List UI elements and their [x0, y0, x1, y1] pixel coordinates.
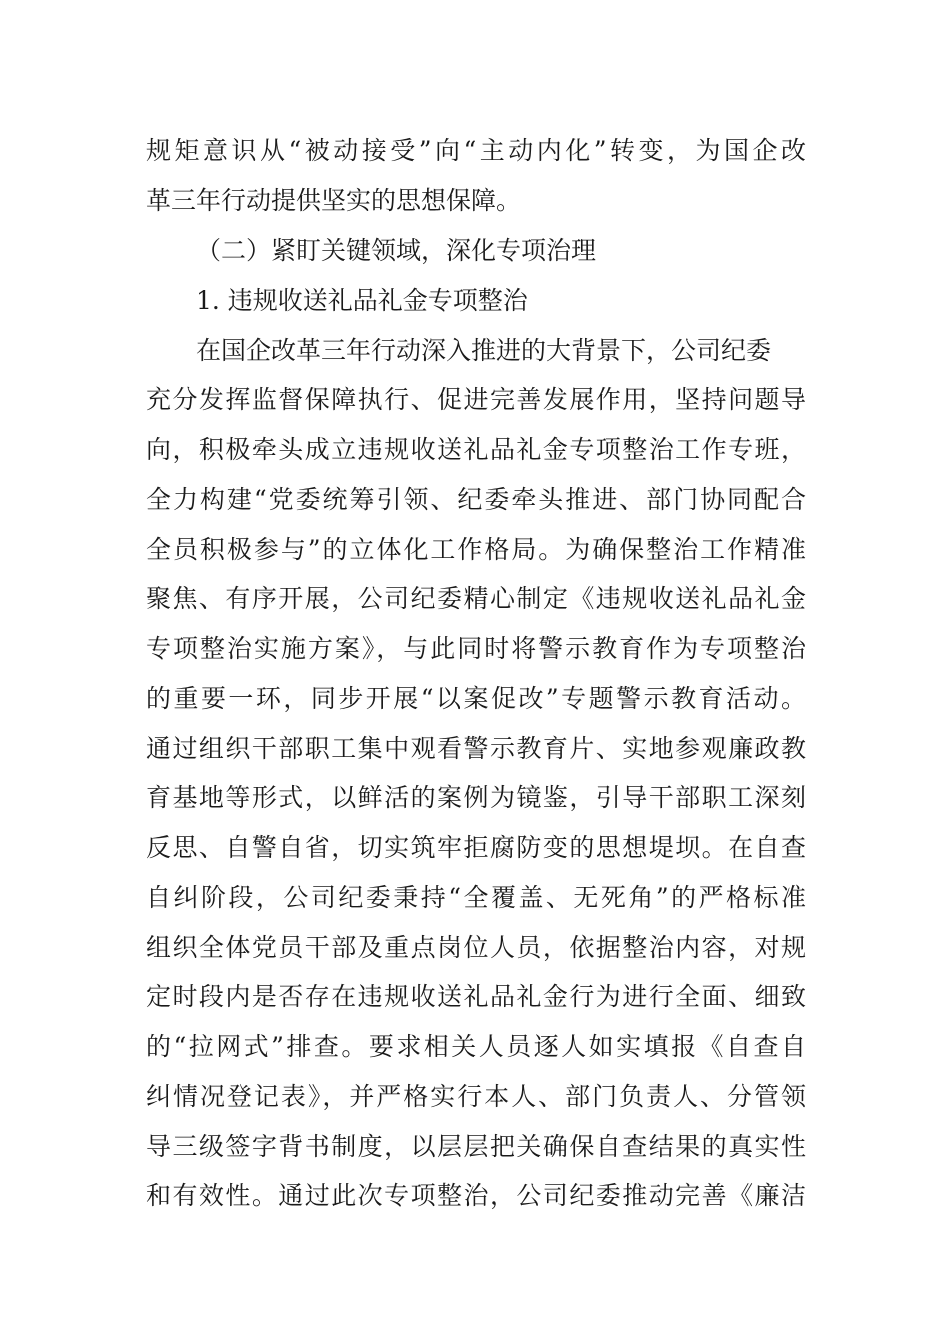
paragraph-line: 导三级签字背书制度，以层层把关确保自查结果的真实性 [146, 1132, 806, 1161]
paragraph-line: 育基地等形式，以鲜活的案例为镜鉴，引导干部职工深刻 [146, 783, 806, 812]
paragraph-line: 全力构建“党委统筹引领、纪委牵头推进、部门协同配合 [146, 485, 806, 514]
subsection-heading: 1. 违规收送礼品礼金专项整治 [196, 286, 528, 315]
paragraph-line: 在国企改革三年行动深入推进的大背景下，公司纪委 [196, 336, 772, 365]
paragraph-line: 的重要一环，同步开展“以案促改”专题警示教育活动。 [146, 684, 806, 713]
paragraph-line: 自纠阶段，公司纪委秉持“全覆盖、无死角”的严格标准 [146, 883, 806, 912]
paragraph-line: 规矩意识从“被动接受”向“主动内化”转变，为国企改 [146, 136, 806, 165]
paragraph-line: 和有效性。通过此次专项整治，公司纪委推动完善《廉洁 [146, 1181, 806, 1210]
paragraph-line: 定时段内是否存在违规收送礼品礼金行为进行全面、细致 [146, 982, 806, 1011]
paragraph-line: 向，积极牵头成立违规收送礼品礼金专项整治工作专班， [146, 435, 806, 464]
paragraph-line: 充分发挥监督保障执行、促进完善发展作用，坚持问题导 [146, 385, 806, 414]
paragraph-line: 革三年行动提供坚实的思想保障。 [146, 186, 522, 215]
paragraph-line: 反思、自警自省，切实筑牢拒腐防变的思想堤坝。在自查 [146, 833, 806, 862]
paragraph-line: 组织全体党员干部及重点岗位人员，依据整治内容，对规 [146, 933, 806, 962]
paragraph-line: 聚焦、有序开展，公司纪委精心制定《违规收送礼品礼金 [146, 584, 806, 613]
paragraph-line: 全员积极参与”的立体化工作格局。为确保整治工作精准 [146, 535, 806, 564]
paragraph-line: 通过组织干部职工集中观看警示教育片、实地参观廉政教 [146, 734, 806, 763]
paragraph-line: 纠情况登记表》，并严格实行本人、部门负责人、分管领 [146, 1082, 806, 1111]
paragraph-line: 专项整治实施方案》，与此同时将警示教育作为专项整治 [146, 634, 806, 663]
paragraph-line: 的“拉网式”排查。要求相关人员逐人如实填报《自查自 [146, 1032, 806, 1061]
section-heading: （二）紧盯关键领域，深化专项治理 [196, 236, 597, 265]
